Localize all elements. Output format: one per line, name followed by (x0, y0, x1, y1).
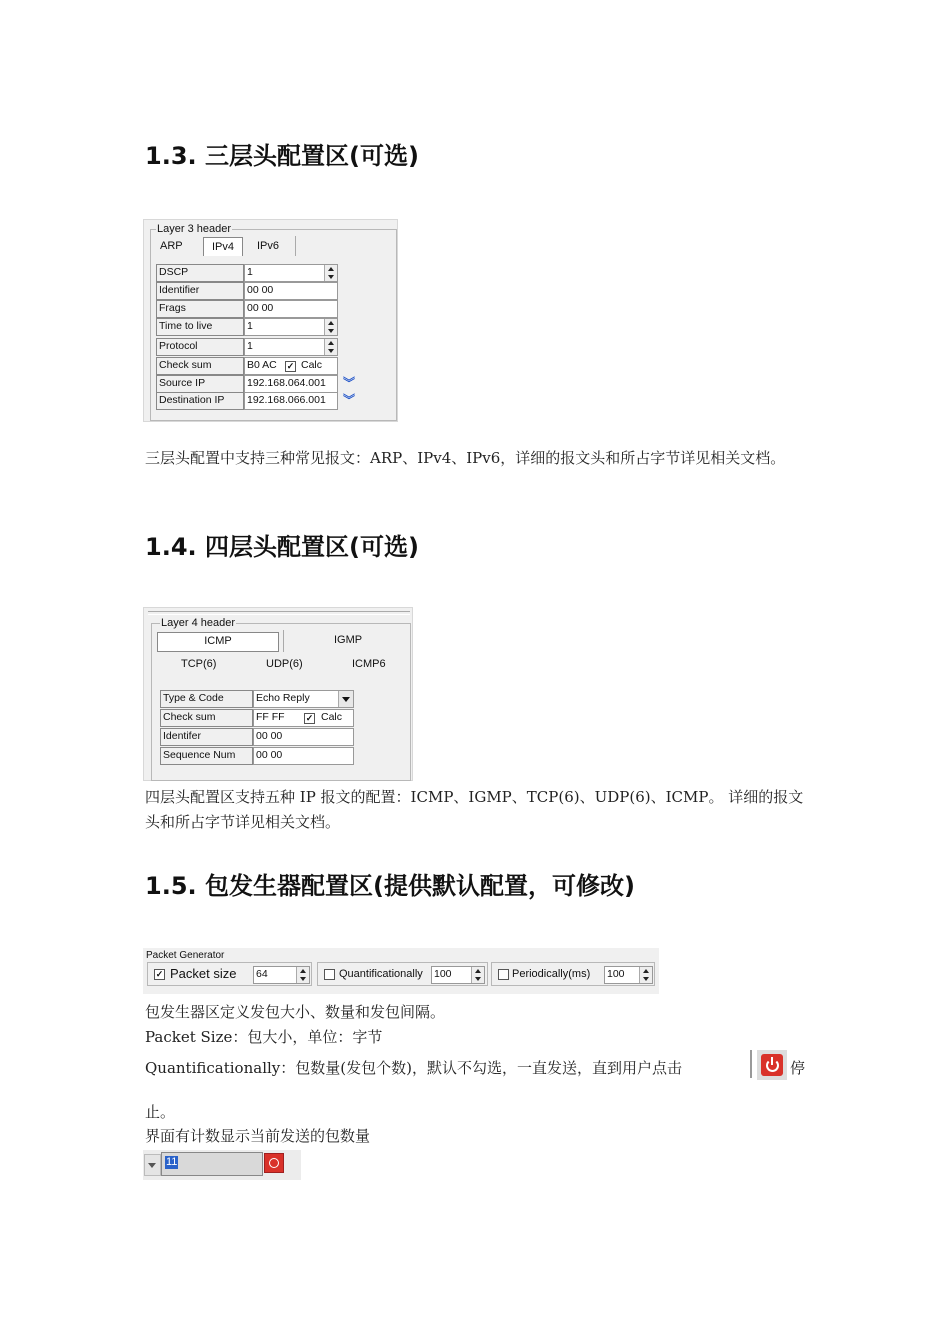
l4-checksum-input[interactable]: FF FF ✓ Calc (253, 709, 354, 727)
section-1-5-heading: 1.5. 包发生器配置区(提供默认配置，可修改) (145, 872, 635, 900)
packet-generator-title: Packet Generator (146, 950, 225, 961)
quant-checkbox[interactable] (324, 969, 335, 980)
destination-ip-label: Destination IP (156, 392, 244, 410)
counter-field[interactable] (161, 1152, 263, 1176)
period-checkbox[interactable] (498, 969, 509, 980)
section-1-3-text: 三层头配置中支持三种常见报文：ARP、IPv4、IPv6，详细的报文头和所占字节详见相关文档。 (145, 449, 786, 467)
tab-icmp[interactable]: ICMP (157, 632, 279, 652)
identifier-input[interactable]: 00 00 (244, 282, 338, 300)
type-code-select[interactable]: Echo Reply (253, 690, 354, 708)
quant-input[interactable]: 100 (431, 966, 485, 984)
tab-tcp6[interactable]: TCP(6) (181, 658, 217, 670)
checksum-input[interactable]: B0 AC ✓ Calc (244, 357, 338, 375)
section-1-4-heading: 1.4. 四层头配置区(可选) (145, 533, 419, 561)
ttl-spinner[interactable] (324, 319, 337, 335)
counter-dropdown[interactable] (144, 1154, 161, 1176)
double-chevron-down-icon[interactable]: ︾ (343, 393, 356, 407)
dscp-label: DSCP (156, 264, 244, 282)
ttl-label: Time to live (156, 318, 244, 336)
sequence-num-input[interactable]: 00 00 (253, 747, 354, 765)
period-label: Periodically(ms) (512, 968, 591, 980)
l4-calc-checkbox[interactable]: ✓ (305, 713, 314, 723)
identifer-input[interactable]: 00 00 (253, 728, 354, 746)
l4-calc-label: Calc (321, 711, 343, 723)
layer4-panel (143, 607, 413, 781)
section-1-4-text: 四层头配置区支持五种 IP 报文的配置：ICMP、IGMP、TCP(6)、UDP(6)、ICMP。 详细的报文头和所占字节详见相关文档。 (145, 788, 804, 831)
chevron-down-icon (148, 1163, 156, 1168)
identifer-label: Identifer (160, 728, 253, 746)
layer3-panel (143, 219, 398, 422)
period-input[interactable]: 100 (604, 966, 653, 984)
ttl-input[interactable]: 1 (244, 318, 338, 336)
dscp-input[interactable]: 1 (244, 264, 338, 282)
separator (750, 1050, 752, 1078)
frags-label: Frags (156, 300, 244, 318)
layer4-title: Layer 4 header (161, 617, 235, 629)
line3-text: Quantificationally：包数量(发包个数)，默认不勾选，一直发送，直到用户点击 (145, 1059, 682, 1077)
identifier-label: Identifier (156, 282, 244, 300)
power-stop-icon (761, 1054, 783, 1076)
packet-size-checkbox[interactable]: ✓ (155, 969, 164, 979)
l4-checksum-label: Check sum (160, 709, 253, 727)
stop-button[interactable] (757, 1050, 787, 1080)
counter-stop-button[interactable] (264, 1153, 284, 1173)
sequence-num-label: Sequence Num (160, 747, 253, 765)
double-chevron-down-icon[interactable]: ︾ (343, 376, 356, 390)
destination-ip-input[interactable]: 192.168.066.001 (244, 392, 338, 410)
power-stop-icon (269, 1158, 279, 1168)
checksum-label: Check sum (156, 357, 244, 375)
calc-checkbox[interactable]: ✓ (286, 361, 295, 371)
packet-size-input[interactable]: 64 (253, 966, 310, 984)
counter-panel (143, 1150, 301, 1180)
section-1-3-heading: 1.3. 三层头配置区(可选) (145, 142, 419, 170)
type-code-label: Type & Code (160, 690, 253, 708)
tab-divider (295, 236, 296, 256)
tab-icmp6[interactable]: ICMP6 (352, 658, 386, 670)
source-ip-label: Source IP (156, 375, 244, 393)
section-1-5-line4: 界面有计数显示当前发送的包数量 (145, 1127, 371, 1145)
quant-spinner[interactable] (471, 967, 484, 983)
section-1-5-line3 (145, 1050, 810, 1086)
quant-label: Quantificationally (339, 968, 423, 980)
frags-input[interactable]: 00 00 (244, 300, 338, 318)
line3-tail: 停 (790, 1059, 806, 1077)
protocol-label: Protocol (156, 338, 244, 356)
source-ip-input[interactable]: 192.168.064.001 (244, 375, 338, 393)
section-1-5-line2: Packet Size：包大小，单位：字节 (145, 1028, 383, 1046)
tab-ipv6[interactable]: IPv6 (257, 240, 280, 252)
packet-generator-panel (143, 948, 659, 994)
protocol-spinner[interactable] (324, 339, 337, 355)
top-divider (148, 611, 410, 615)
packet-size-spinner[interactable] (296, 967, 309, 983)
tab-igmp[interactable]: IGMP (334, 634, 363, 646)
tab-udp6[interactable]: UDP(6) (266, 658, 303, 670)
dscp-spinner[interactable] (324, 265, 337, 281)
layer3-title: Layer 3 header (157, 223, 231, 235)
tab-arp[interactable]: ARP (160, 240, 183, 252)
section-1-5-line1: 包发生器区定义发包大小、数量和发包间隔。 (145, 1003, 446, 1021)
counter-value: 11 (166, 1156, 178, 1168)
tab-divider (283, 630, 284, 652)
tab-ipv4[interactable]: IPv4 (203, 237, 243, 256)
calc-label: Calc (301, 359, 323, 371)
period-spinner[interactable] (639, 967, 652, 983)
chevron-down-icon[interactable] (338, 691, 353, 707)
protocol-input[interactable]: 1 (244, 338, 338, 356)
packet-size-label: Packet size (170, 966, 237, 981)
section-1-5-line3b: 止。 (145, 1103, 176, 1121)
